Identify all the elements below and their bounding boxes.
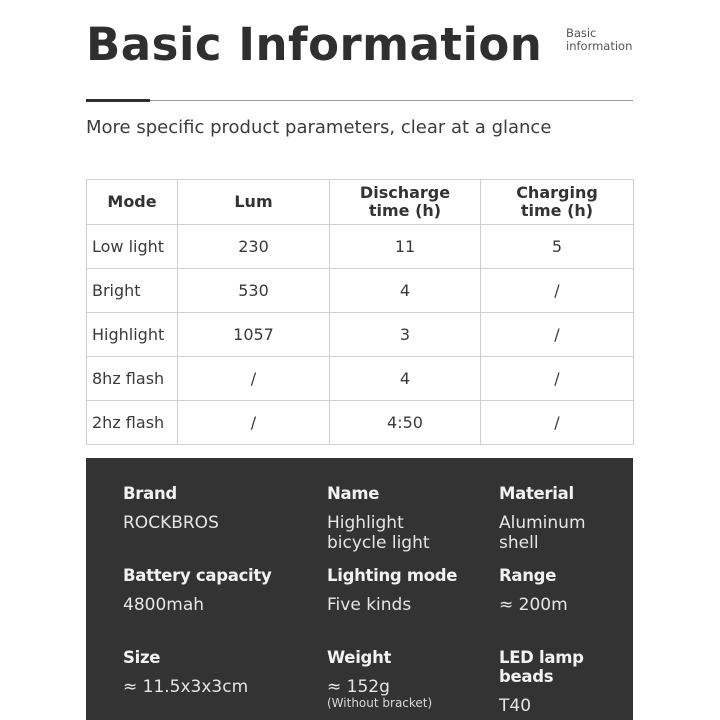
spec-size <box>123 648 248 697</box>
column-header-lum: Lum <box>178 180 330 225</box>
section-tag: Basic information <box>566 26 633 53</box>
cell-mode: Bright <box>87 269 178 313</box>
spec-brand <box>123 484 219 533</box>
spec-lighting-mode <box>327 566 457 615</box>
spec-led-beads <box>499 648 633 716</box>
spec-label: Weight <box>327 648 392 667</box>
spec-label: Battery capacity <box>123 566 272 585</box>
spec-label: Brand <box>123 484 177 503</box>
cell-mode: Low light <box>87 225 178 269</box>
spec-label: Name <box>327 484 380 503</box>
spec-value: ≈ 11.5x3x3cm <box>123 677 249 697</box>
cell-lum: / <box>178 357 330 401</box>
table-row <box>87 269 634 313</box>
cell-discharge: 3 <box>330 313 481 357</box>
spec-value: T40 <box>499 696 532 716</box>
spec-value: ≈ 200m <box>499 595 568 615</box>
cell-charging: 5 <box>481 225 634 269</box>
spec-value: Highlight bicycle light <box>327 513 430 553</box>
cell-charging: / <box>481 357 634 401</box>
cell-lum: 230 <box>178 225 330 269</box>
spec-value: ROCKBROS <box>123 513 219 533</box>
cell-discharge: 11 <box>330 225 481 269</box>
column-header-charging: Charging time (h) <box>481 180 634 225</box>
table-row <box>87 401 634 445</box>
table-row <box>87 357 634 401</box>
cell-charging: / <box>481 313 634 357</box>
spec-panel <box>86 458 633 720</box>
column-header-discharge: Discharge time (h) <box>330 180 481 225</box>
spec-value: Five kinds <box>327 595 412 615</box>
cell-lum: 1057 <box>178 313 330 357</box>
spec-range <box>499 566 568 615</box>
spec-value: 4800mah <box>123 595 205 615</box>
spec-value: ≈ 152g <box>327 677 390 697</box>
cell-mode: 8hz flash <box>87 357 178 401</box>
spec-label: Lighting mode <box>327 566 458 585</box>
cell-discharge: 4 <box>330 357 481 401</box>
spec-material <box>499 484 586 553</box>
cell-lum: 530 <box>178 269 330 313</box>
spec-label: Material <box>499 484 574 503</box>
table-header-row <box>87 180 634 225</box>
table-row <box>87 313 634 357</box>
table-row <box>87 225 634 269</box>
cell-discharge: 4 <box>330 269 481 313</box>
spec-battery <box>123 566 271 615</box>
divider-line <box>86 100 633 101</box>
cell-mode: Highlight <box>87 313 178 357</box>
spec-label: Size <box>123 648 161 667</box>
cell-lum: / <box>178 401 330 445</box>
spec-label: LED lamp beads <box>499 648 584 686</box>
spec-weight <box>327 648 432 710</box>
column-header-mode: Mode <box>87 180 178 225</box>
divider-accent <box>86 99 150 102</box>
cell-mode: 2hz flash <box>87 401 178 445</box>
spec-value: Aluminum shell <box>499 513 586 553</box>
spec-label: Range <box>499 566 557 585</box>
spec-name <box>327 484 430 553</box>
page-subtitle: More specific product parameters, clear at a glance <box>86 117 552 138</box>
parameters-table <box>86 179 634 445</box>
cell-charging: / <box>481 269 634 313</box>
page-title: Basic Information <box>86 18 543 71</box>
cell-charging: / <box>481 401 634 445</box>
spec-note: (Without bracket) <box>327 696 433 710</box>
cell-discharge: 4:50 <box>330 401 481 445</box>
